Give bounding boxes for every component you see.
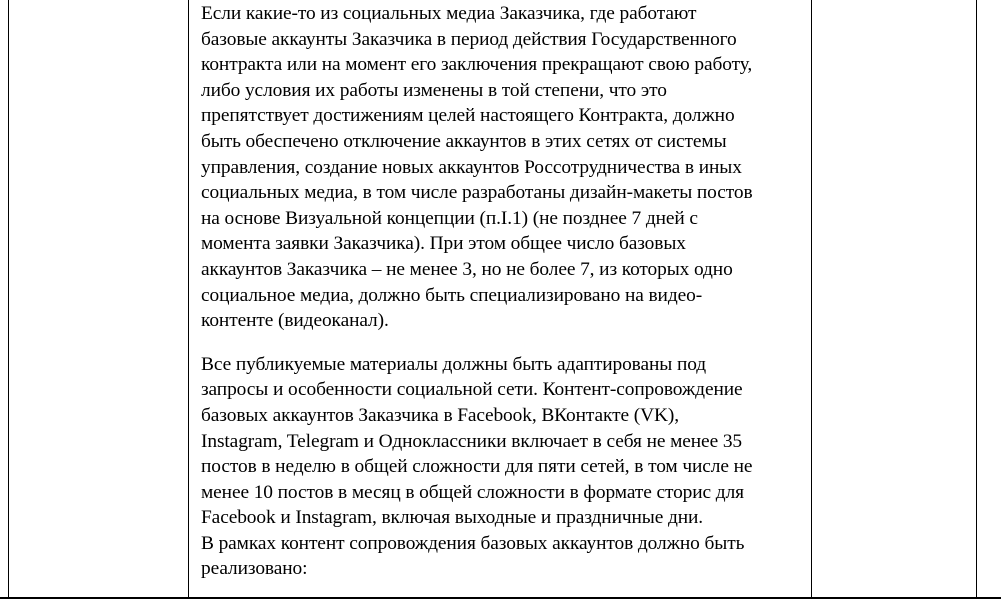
text-line: Facebook и Instagram, включая выходные и праздничные дни. bbox=[201, 507, 704, 529]
table-column-divider-2 bbox=[811, 0, 812, 598]
text-line: Instagram, Telegram и Одноклассники включает в себя не менее 35 bbox=[201, 430, 743, 452]
text-line: контенте (видеоканал). bbox=[201, 310, 389, 332]
text-line: Все публикуемые материалы должны быть адаптированы под bbox=[201, 353, 707, 375]
text-line: на основе Визуальной концепции (п.I.1) (не позднее 7 дней с bbox=[201, 207, 698, 229]
text-line: Если какие-то из социальных медиа Заказчика, где работают bbox=[201, 3, 697, 24]
text-line: социальное медиа, должно быть специализировано на видео- bbox=[201, 284, 703, 306]
text-line: контракта или на момент его заключения прекращают свою работу, bbox=[201, 54, 753, 76]
text-line: быть обеспечено отключение аккаунтов в этих сетях от системы bbox=[201, 130, 727, 152]
text-line: базовых аккаунтов Заказчика в Facebook, ВКонтакте (VK), bbox=[201, 404, 679, 426]
paragraph-account-replacement bbox=[201, 1, 805, 334]
table-cell-description bbox=[201, 1, 805, 582]
table-column-divider-3 bbox=[976, 0, 977, 598]
text-line: реализовано: bbox=[201, 558, 308, 580]
table-column-divider-1 bbox=[188, 0, 189, 598]
text-line: базовые аккаунты Заказчика в период действия Государственного bbox=[201, 28, 737, 50]
text-line: либо условия их работы изменены в той степени, что это bbox=[201, 79, 667, 101]
table-border-left bbox=[8, 0, 9, 598]
text-line: менее 10 постов в месяц в общей сложности в формате сторис для bbox=[201, 481, 744, 503]
text-line: постов в неделю в общей сложности для пяти сетей, в том числе не bbox=[201, 456, 753, 478]
paragraph-content-support bbox=[201, 352, 805, 582]
text-line: запросы и особенности социальной сети. Контент-сопровождение bbox=[201, 379, 743, 401]
text-line: аккаунтов Заказчика – не менее 3, но не более 7, из которых одно bbox=[201, 258, 733, 280]
text-line: управления, создание новых аккаунтов Россотрудничества в иных bbox=[201, 156, 742, 178]
text-line: В рамках контент сопровождения базовых аккаунтов должно быть bbox=[201, 532, 745, 554]
text-line: момента заявки Заказчика). При этом общее число базовых bbox=[201, 233, 686, 255]
table-row-bottom-border bbox=[0, 597, 1001, 599]
text-line: социальных медиа, в том числе разработаны дизайн-макеты постов bbox=[201, 182, 753, 204]
text-line: препятствует достижениям целей настоящего Контракта, должно bbox=[201, 105, 735, 127]
